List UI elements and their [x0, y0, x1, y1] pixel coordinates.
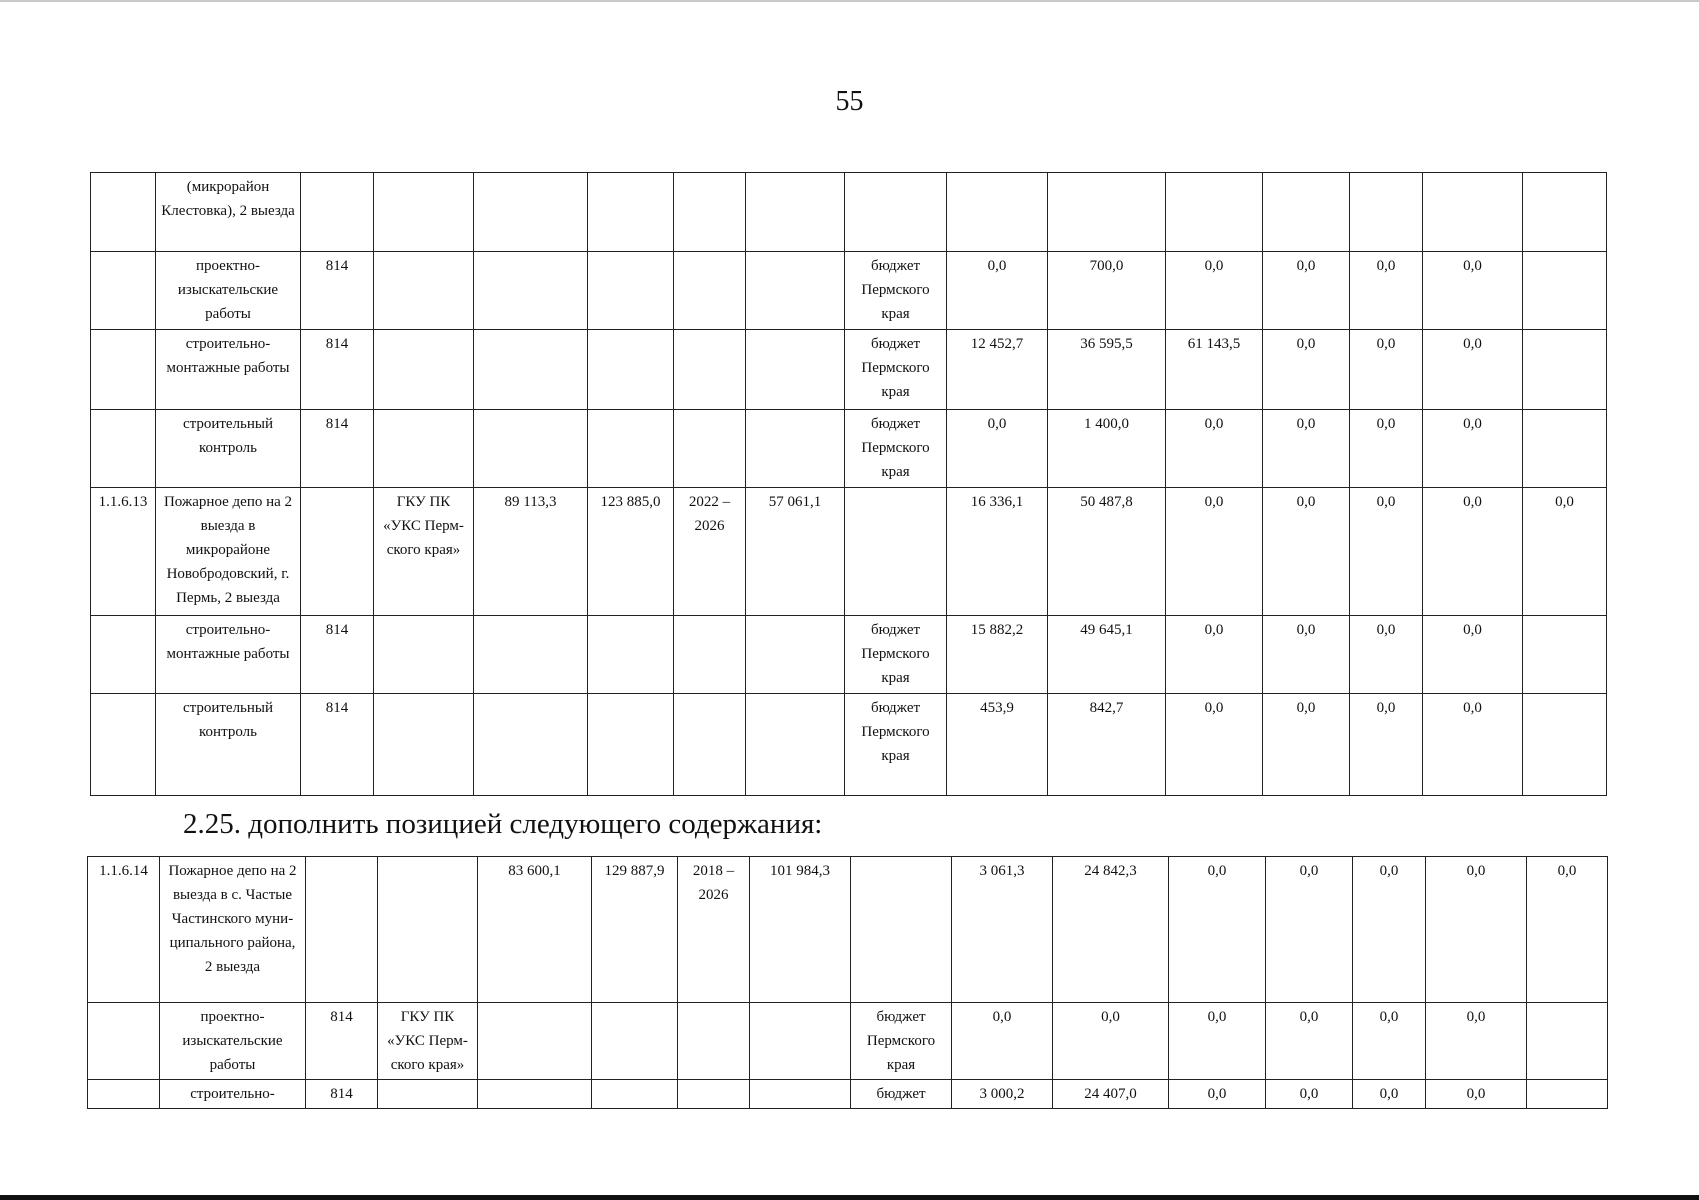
table-cell	[474, 616, 588, 694]
table-cell	[374, 252, 474, 330]
table-cell: 0,0	[1353, 1003, 1426, 1080]
table-cell	[474, 173, 588, 252]
table-cell	[378, 1080, 478, 1109]
table-cell: 814	[301, 330, 374, 410]
table-cell: 814	[301, 616, 374, 694]
table-cell: бюджет Пермского края	[845, 410, 947, 488]
table-cell: 0,0	[1350, 616, 1423, 694]
table-cell	[1166, 173, 1263, 252]
table-cell: 0,0	[947, 410, 1048, 488]
table-cell	[592, 1003, 678, 1080]
table-cell: 0,0	[1350, 694, 1423, 796]
budget-table-continued	[90, 172, 1607, 796]
table-cell	[678, 1003, 750, 1080]
table-cell: 0,0	[1263, 488, 1350, 616]
scan-edge-bottom	[0, 1195, 1699, 1200]
table-cell: 842,7	[1048, 694, 1166, 796]
table-cell: Пожарное депо на 2 выезда в микрорайоне Новобродовский, г. Пермь, 2 выезда	[156, 488, 301, 616]
table-cell: 0,0	[1353, 1080, 1426, 1109]
table-cell	[588, 173, 674, 252]
table-cell	[1048, 173, 1166, 252]
table-cell: 0,0	[1350, 330, 1423, 410]
table-cell	[678, 1080, 750, 1109]
table-cell	[746, 694, 845, 796]
table-cell: 0,0	[1169, 857, 1266, 1003]
table-cell: строительно-монтажные работы	[156, 330, 301, 410]
table-cell	[1523, 173, 1607, 252]
table-cell: 0,0	[1166, 488, 1263, 616]
scan-edge-top	[0, 0, 1699, 2]
table-cell	[306, 857, 378, 1003]
table-cell	[91, 330, 156, 410]
table-cell	[750, 1080, 851, 1109]
table-cell	[91, 173, 156, 252]
table-cell	[88, 1080, 160, 1109]
table-cell: 814	[306, 1003, 378, 1080]
table-cell	[1523, 252, 1607, 330]
table-cell	[746, 252, 845, 330]
table-cell	[588, 330, 674, 410]
table-cell: 0,0	[1423, 252, 1523, 330]
table-cell: 0,0	[1169, 1003, 1266, 1080]
table-cell: бюджет	[851, 1080, 952, 1109]
table-cell: 0,0	[1350, 488, 1423, 616]
table-cell: бюджет Пермского края	[845, 694, 947, 796]
table-cell: 1.1.6.14	[88, 857, 160, 1003]
table-cell	[746, 173, 845, 252]
table-cell: 0,0	[1166, 616, 1263, 694]
table-cell	[674, 410, 746, 488]
table-cell: 0,0	[952, 1003, 1053, 1080]
sub-row	[91, 694, 1607, 796]
sub-row	[91, 410, 1607, 488]
table-cell: (микрорайон Клестовка), 2 выезда	[156, 173, 301, 252]
table-cell: ГКУ ПК «УКС Перм-ского края»	[378, 1003, 478, 1080]
sub-row	[91, 330, 1607, 410]
table-cell: 49 645,1	[1048, 616, 1166, 694]
position-row	[91, 488, 1607, 616]
table-cell	[474, 694, 588, 796]
table-cell	[1523, 410, 1607, 488]
table-cell	[374, 410, 474, 488]
table-cell: 814	[301, 694, 374, 796]
table-cell	[674, 616, 746, 694]
table-cell	[91, 410, 156, 488]
table-cell	[374, 173, 474, 252]
table-cell: 24 407,0	[1053, 1080, 1169, 1109]
table-cell: 2018 – 2026	[678, 857, 750, 1003]
table-cell	[746, 410, 845, 488]
table-cell	[1527, 1080, 1608, 1109]
table-cell: 0,0	[1426, 1080, 1527, 1109]
table-cell: 814	[301, 410, 374, 488]
table-cell: 0,0	[947, 252, 1048, 330]
table-cell: 36 595,5	[1048, 330, 1166, 410]
table-cell	[750, 1003, 851, 1080]
table-cell	[374, 694, 474, 796]
table-cell	[1523, 694, 1607, 796]
sub-row	[91, 252, 1607, 330]
table-cell: 0,0	[1266, 1080, 1353, 1109]
table-cell: 0,0	[1426, 857, 1527, 1003]
table-cell: 0,0	[1426, 1003, 1527, 1080]
table-cell	[478, 1003, 592, 1080]
table-cell: 0,0	[1166, 252, 1263, 330]
table-cell	[374, 616, 474, 694]
table-cell: 2022 – 2026	[674, 488, 746, 616]
table-cell: бюджет Пермского края	[845, 330, 947, 410]
table-cell	[301, 173, 374, 252]
table-cell: 0,0	[1053, 1003, 1169, 1080]
table-cell	[674, 252, 746, 330]
table-cell: строительно-	[160, 1080, 306, 1109]
table-cell	[588, 410, 674, 488]
table-cell	[674, 173, 746, 252]
table-cell: 0,0	[1423, 488, 1523, 616]
sub-row	[88, 1080, 1608, 1109]
table-cell: 1.1.6.13	[91, 488, 156, 616]
page-number: 55	[835, 86, 864, 117]
table-cell	[374, 330, 474, 410]
table-cell: 700,0	[1048, 252, 1166, 330]
table-cell: 0,0	[1423, 410, 1523, 488]
table-cell: 12 452,7	[947, 330, 1048, 410]
table-cell: 83 600,1	[478, 857, 592, 1003]
table-cell: 0,0	[1263, 252, 1350, 330]
table-cell	[746, 330, 845, 410]
table-cell	[474, 252, 588, 330]
table-cell: 16 336,1	[947, 488, 1048, 616]
table-cell: бюджет Пермского края	[845, 616, 947, 694]
table-cell	[674, 330, 746, 410]
table-cell: 0,0	[1423, 616, 1523, 694]
table-cell: 129 887,9	[592, 857, 678, 1003]
table-cell	[947, 173, 1048, 252]
table-cell: 814	[301, 252, 374, 330]
table-cell: 453,9	[947, 694, 1048, 796]
table-cell	[88, 1003, 160, 1080]
table-cell: проектно-изыскательские работы	[160, 1003, 306, 1080]
amendment-heading: 2.25. дополнить позицией следующего содержания:	[183, 808, 823, 840]
table-cell: 3 000,2	[952, 1080, 1053, 1109]
table-cell	[91, 616, 156, 694]
table-cell: 3 061,3	[952, 857, 1053, 1003]
table-cell	[478, 1080, 592, 1109]
table-cell	[91, 694, 156, 796]
table-cell: 123 885,0	[588, 488, 674, 616]
table-cell	[588, 694, 674, 796]
table-cell: 0,0	[1423, 694, 1523, 796]
table-cell: 0,0	[1169, 1080, 1266, 1109]
table-cell: 0,0	[1266, 1003, 1353, 1080]
table-cell: 101 984,3	[750, 857, 851, 1003]
sub-row	[91, 173, 1607, 252]
table-cell	[91, 252, 156, 330]
budget-table-new-position	[87, 856, 1608, 1109]
table-cell	[474, 410, 588, 488]
table-cell: 50 487,8	[1048, 488, 1166, 616]
table-cell: 0,0	[1423, 330, 1523, 410]
table-cell	[845, 173, 947, 252]
table-cell: 0,0	[1263, 616, 1350, 694]
table-cell	[674, 694, 746, 796]
table-cell: проектно-изыскательские работы	[156, 252, 301, 330]
table-cell: 1 400,0	[1048, 410, 1166, 488]
table-cell	[588, 616, 674, 694]
table-cell: 61 143,5	[1166, 330, 1263, 410]
table-cell: 0,0	[1266, 857, 1353, 1003]
table-cell	[1523, 616, 1607, 694]
table-cell	[1263, 173, 1350, 252]
table-cell	[1523, 330, 1607, 410]
sub-row	[91, 616, 1607, 694]
table-cell: 24 842,3	[1053, 857, 1169, 1003]
table-cell: 57 061,1	[746, 488, 845, 616]
table-cell: ГКУ ПК «УКС Перм-ского края»	[374, 488, 474, 616]
table-cell: бюджет Пермского края	[851, 1003, 952, 1080]
table-cell	[845, 488, 947, 616]
table-cell: 0,0	[1350, 410, 1423, 488]
table-cell	[588, 252, 674, 330]
table-cell: 0,0	[1350, 252, 1423, 330]
table-cell: 0,0	[1166, 694, 1263, 796]
table-cell: 0,0	[1263, 330, 1350, 410]
table-cell: 814	[306, 1080, 378, 1109]
table-cell: 15 882,2	[947, 616, 1048, 694]
table-cell: строительный контроль	[156, 410, 301, 488]
table-cell: 0,0	[1523, 488, 1607, 616]
table-cell	[851, 857, 952, 1003]
table-cell: 0,0	[1527, 857, 1608, 1003]
table-cell: 0,0	[1166, 410, 1263, 488]
table-cell: 0,0	[1263, 694, 1350, 796]
table-cell: бюджет Пермского края	[845, 252, 947, 330]
table-cell	[1527, 1003, 1608, 1080]
table-cell: строительный контроль	[156, 694, 301, 796]
table-cell	[1423, 173, 1523, 252]
table-cell: строительно-монтажные работы	[156, 616, 301, 694]
table-cell	[378, 857, 478, 1003]
table-cell	[1350, 173, 1423, 252]
table-cell: 0,0	[1263, 410, 1350, 488]
position-row	[88, 857, 1608, 1003]
sub-row	[88, 1003, 1608, 1080]
table-cell: 0,0	[1353, 857, 1426, 1003]
table-cell	[592, 1080, 678, 1109]
table-cell	[474, 330, 588, 410]
table-cell: 89 113,3	[474, 488, 588, 616]
table-cell	[746, 616, 845, 694]
table-cell: Пожарное депо на 2 выезда в с. Частые Частинского муни-ципального района, 2 выезда	[160, 857, 306, 1003]
table-cell	[301, 488, 374, 616]
